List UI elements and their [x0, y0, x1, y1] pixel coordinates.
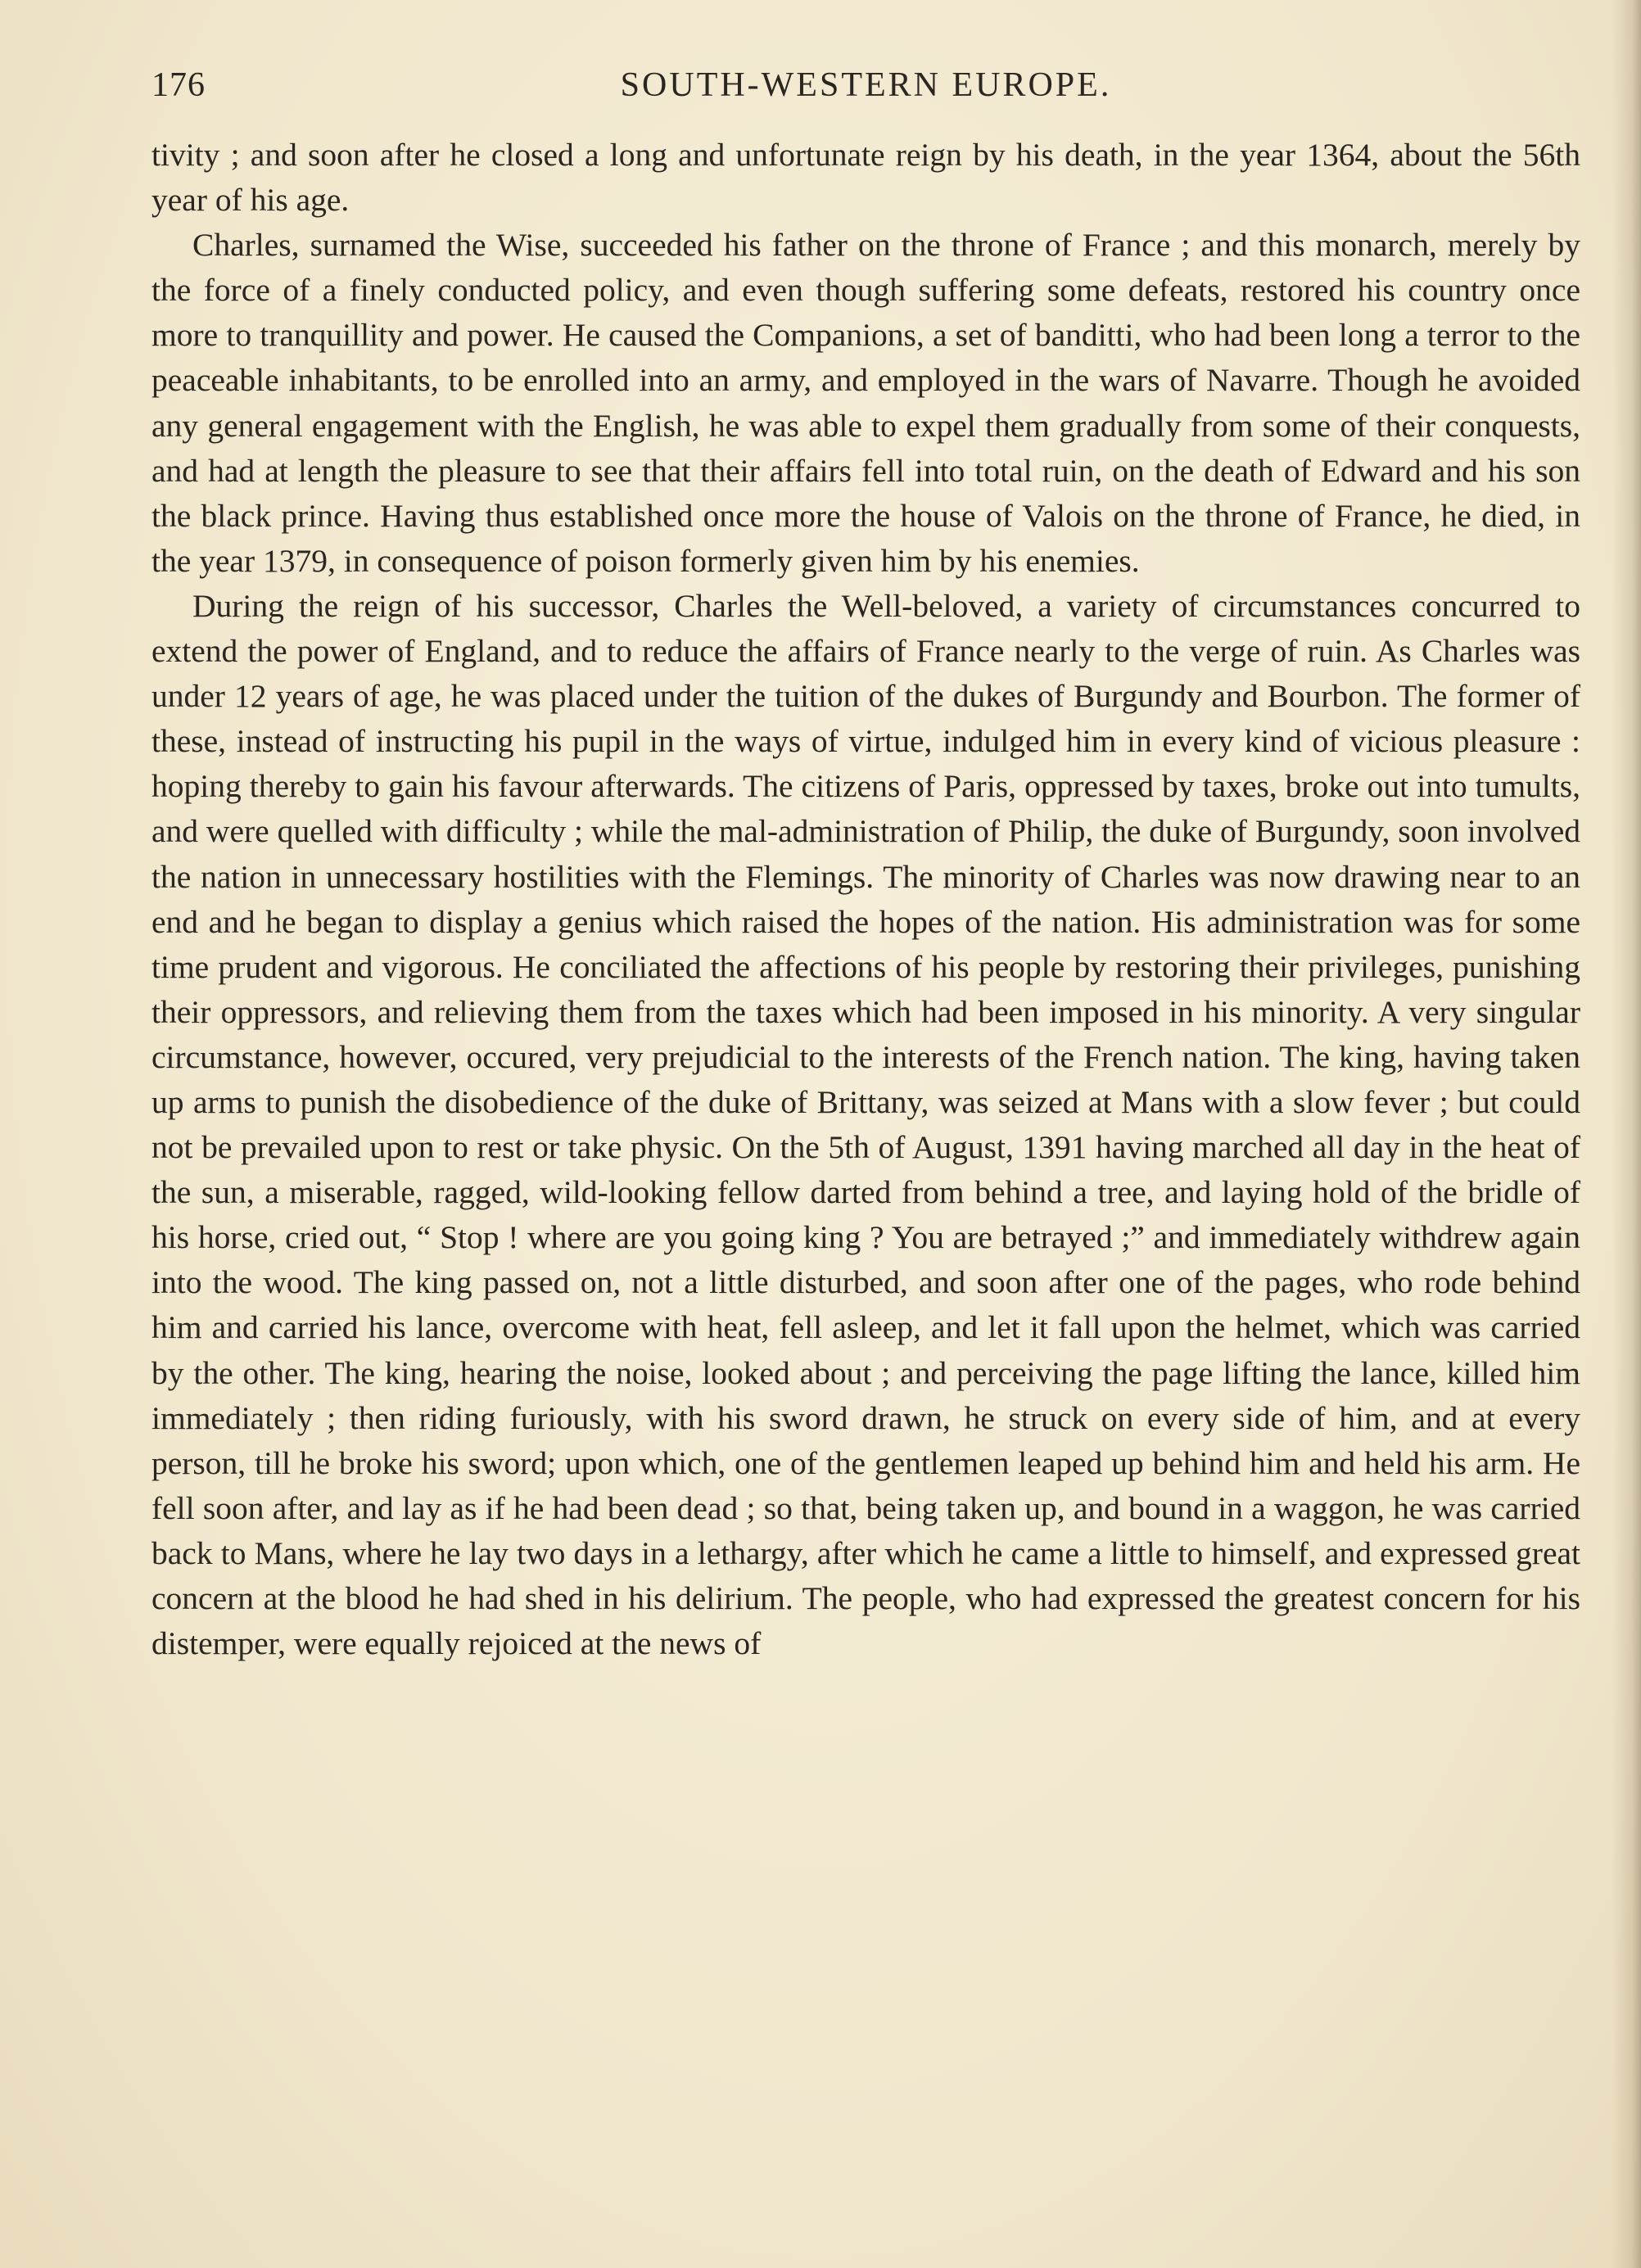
body-text	[151, 133, 1580, 1666]
page-number: 176	[151, 66, 206, 104]
paragraph-continuation: tivity ; and soon after he closed a long and unfortunate reign by his death, in the year 1364, about the 56th year of his age.	[151, 137, 1580, 219]
paragraph-charles-the-wise: Charles, surnamed the Wise, succeeded his father on the throne of France ; and this monarch, merely by the force of a finely conducted policy, and even though suffering some defeats, restored his country once more to tranquillity and power. He caused the Companions, a set of banditti, who had been long a terror to the peaceable inhabitants, to be enrolled into an army, and employed in the wars of Navarre. Though he avoided any general engagement with the English, he was able to expel them gradually from some of their conquests, and had at length the pleasure to see that their affairs fell into total ruin, on the death of Edward and his son the black prince. Having thus established once more the house of Valois on the throne of France, he died, in the year 1379, in consequence of poison formerly given him by his enemies.	[151, 227, 1580, 579]
running-head: SOUTH-WESTERN EUROPE.	[620, 66, 1112, 104]
paragraph-charles-the-well-beloved: During the reign of his successor, Charles the Well-beloved, a variety of circumstances concurred to extend the power of England, and to reduce the affairs of France nearly to the verge of ruin. As Charles was under 12 years of age, he was placed under the tuition of the dukes of Burgundy and Bourbon. The former of these, instead of instructing his pupil in the ways of virtue, indulged him in every kind of vicious pleasure : hoping thereby to gain his favour afterwards. The citizens of Paris, oppressed by taxes, broke out into tumults, and were quelled with difficulty ; while the mal-administration of Philip, the duke of Burgundy, soon involved the nation in unnecessary hostilities with the Flemings. The minority of Charles was now drawing near to an end and he began to display a genius which raised the hopes of the nation. His administration was for some time prudent and vigorous. He conciliated the affections of his people by restoring their privileges, punishing their oppressors, and relieving them from the taxes which had been imposed in his minority. A very singular circumstance, however, occured, very prejudicial to the interests of the French nation. The king, having taken up arms to punish the disobedience of the duke of Brittany, was seized at Mans with a slow fever ; but could not be prevailed upon to rest or take physic. On the 5th of August, 1391 having marched all day in the heat of the sun, a miserable, ragged, wild-looking fellow darted from behind a tree, and laying hold of the bridle of his horse, cried out, “ Stop ! where are you going king ? You are betrayed ;” and immediately withdrew again into the wood. The king passed on, not a little disturbed, and soon after one of the pages, who rode behind him and carried his lance, overcome with heat, fell asleep, and let it fall upon the helmet, which was carried by the other. The king, hearing the noise, looked about ; and perceiving the page lifting the lance, killed him immediately ; then riding furiously, with his sword drawn, he struck on every side of him, and at every person, till he broke his sword; upon which, one of the gentlemen leaped up behind him and held his arm. He fell soon after, and lay as if he had been dead ; so that, being taken up, and bound in a waggon, he was carried back to Mans, where he lay two days in a lethargy, after which he came a little to himself, and expressed great concern at the blood he had shed in his delirium. The people, who had expressed the greatest concern for his distemper, were equally rejoiced at the news of	[151, 587, 1580, 1662]
page-spine-shadow	[1612, 0, 1641, 2268]
page-header	[151, 66, 1580, 115]
